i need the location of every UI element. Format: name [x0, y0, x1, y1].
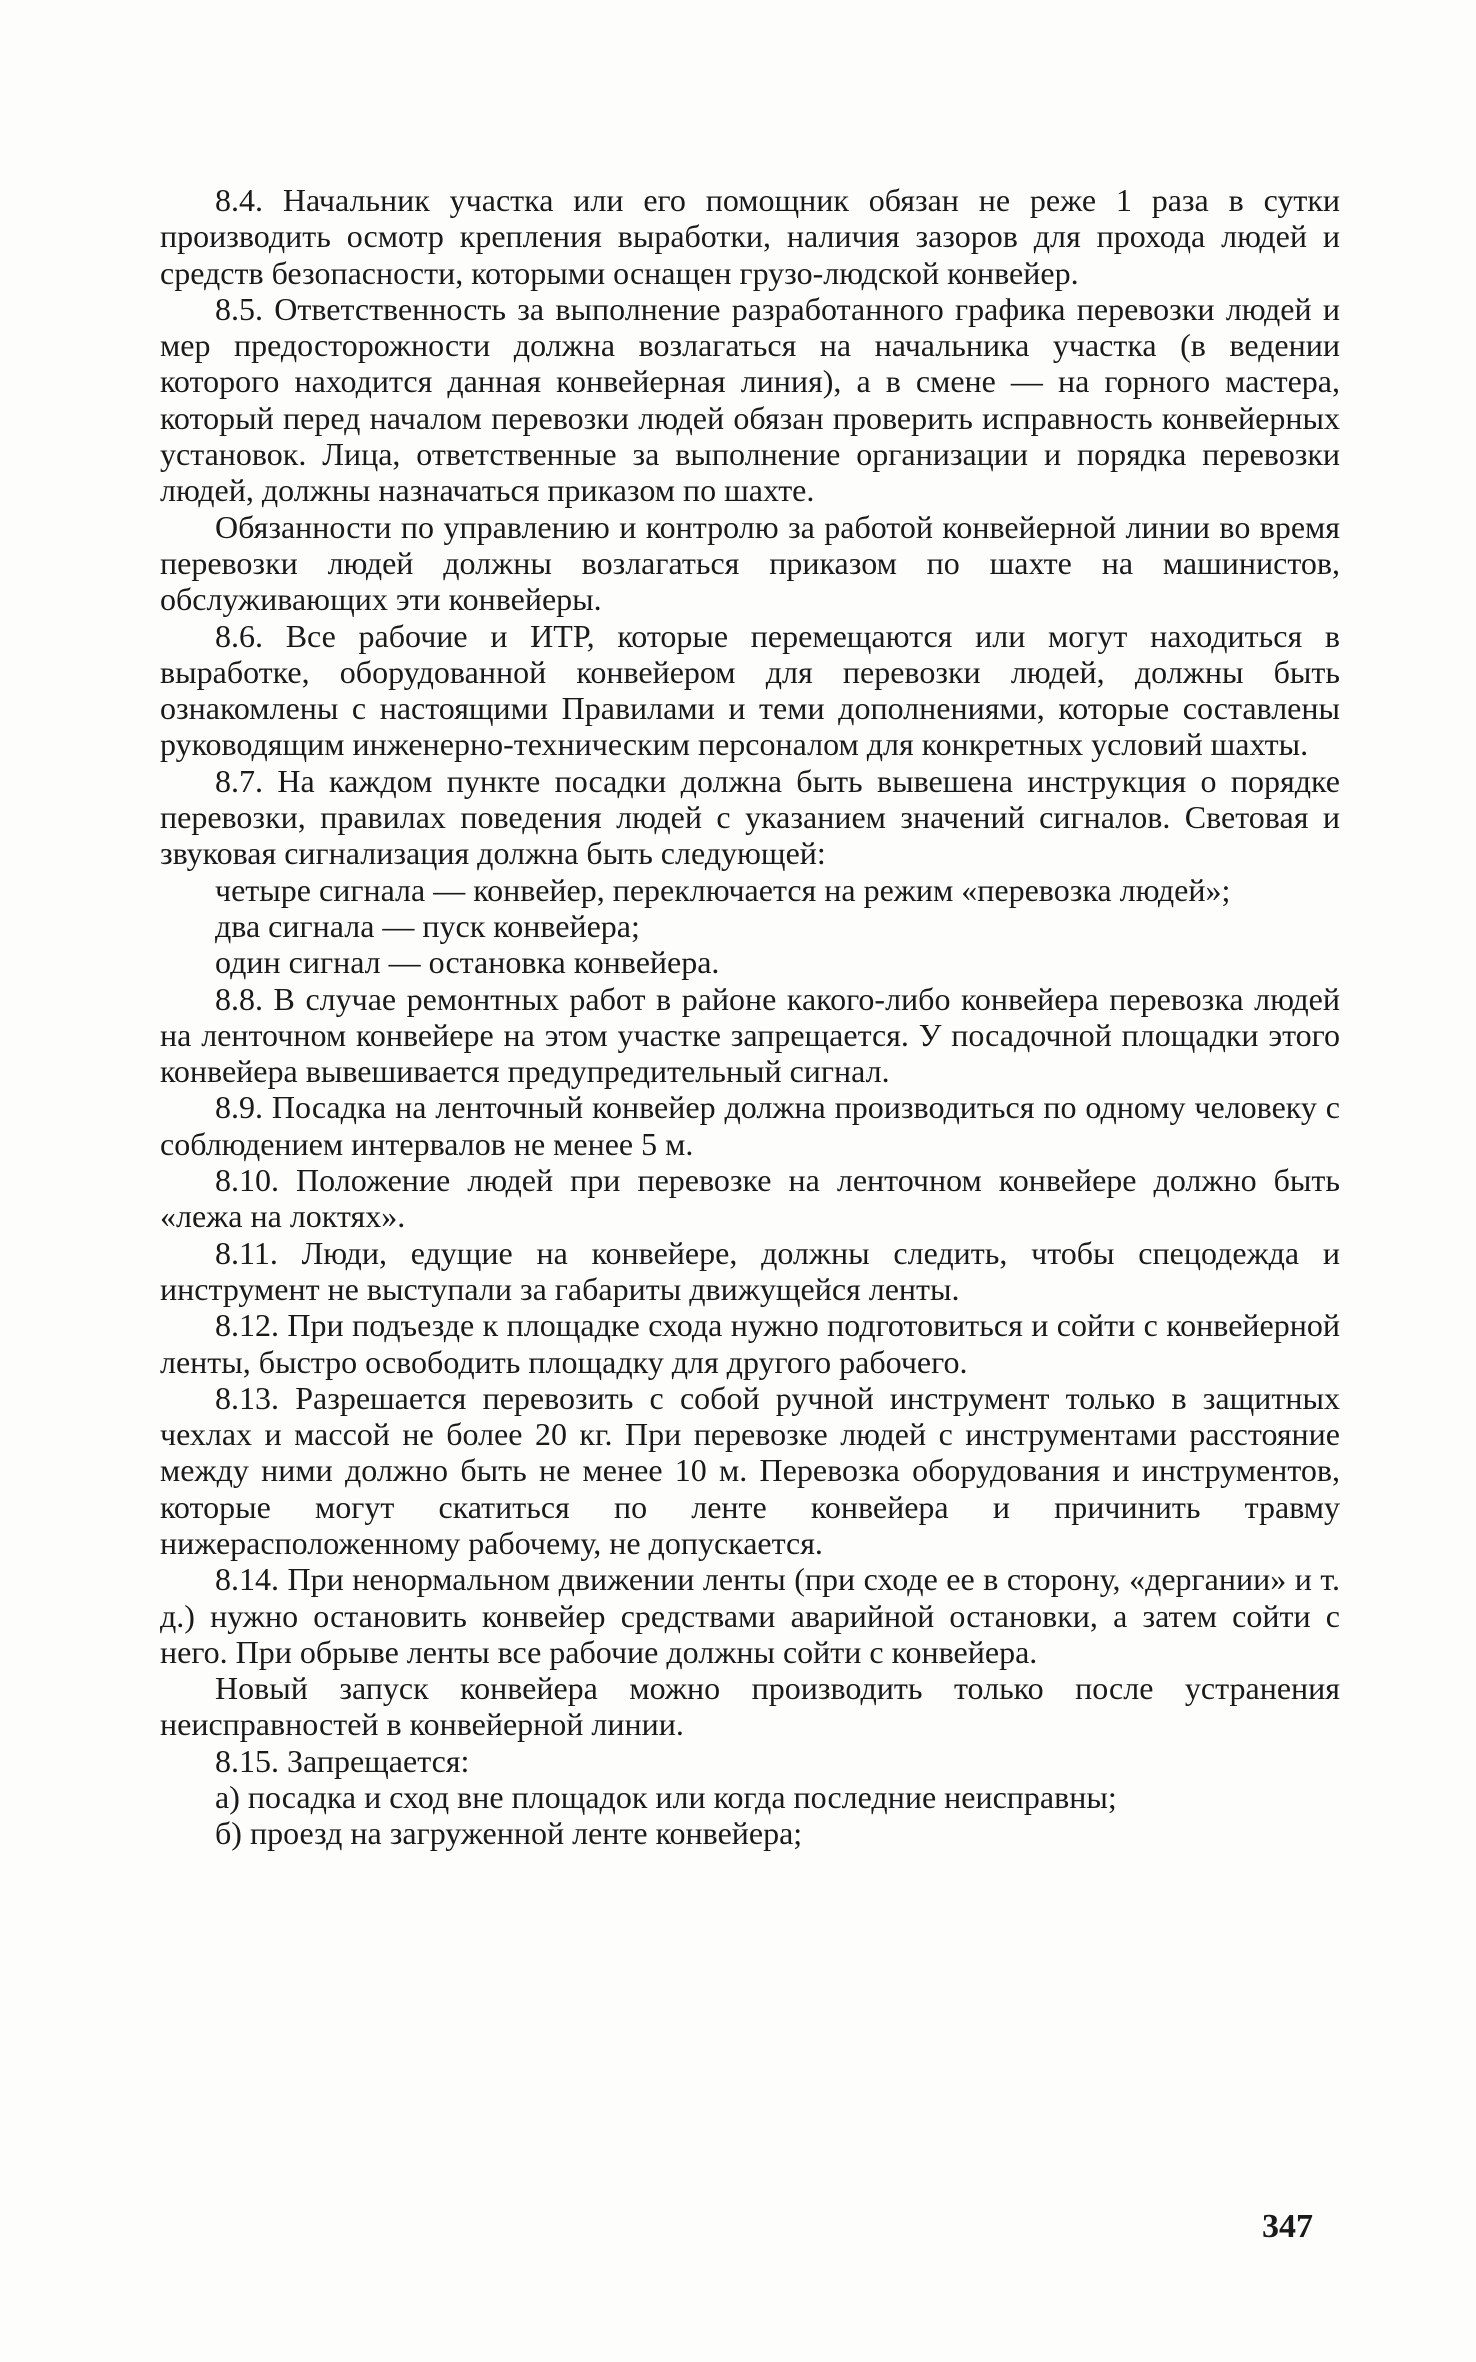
paragraph-8-11: 8.11. Люди, едущие на конвейере, должны следить, чтобы спецодежда и инструмент не выступали за габариты движущейся ленты.	[160, 1234, 1340, 1307]
paragraph-8-12: 8.12. При подъезде к площадке схода нужно подготовиться и сойти с конвейерной ленты, быстро освободить площадку для другого рабочего.	[160, 1307, 1340, 1380]
paragraph-8-8: 8.8. В случае ремонтных работ в районе какого-либо конвейера перевозка людей на ленточном конвейере на этом участке запрещается. У посадочной площадки этого конвейера вывешивается предупредительный сигнал.	[160, 980, 1340, 1090]
list-item-a: а) посадка и сход вне площадок или когда последние неисправны;	[215, 1779, 1117, 1816]
signal-four: четыре сигнала — конвейер, переключается на режим «перевозка людей»;	[215, 871, 1231, 908]
signal-two: два сигнала — пуск конвейера;	[215, 907, 640, 944]
paragraph-8-5: 8.5. Ответственность за выполнение разработанного графика перевозки людей и мер предосторожности должна возлагаться на начальника участка (в ведении которого находится данная конвейерная линия), а в смене — на горного мастера, который перед началом перевозки людей обязан проверить исправность конвейерных установок. Лица, ответственные за выполнение организации и порядка перевозки людей, должны назначаться приказом по шахте.	[160, 290, 1340, 509]
paragraph-8-13: 8.13. Разрешается перевозить с собой ручной инструмент только в защитных чехлах и массой не более 20 кг. При перевозке людей с инструментами расстояние между ними должно быть не менее 10 м. Перевозка оборудования и инструментов, которые могут скатиться по ленте конвейера и причинить травму нижерасположенному рабочему, не допускается.	[160, 1379, 1340, 1561]
list-item-b: б) проезд на загруженной ленте конвейера;	[215, 1815, 803, 1852]
paragraph-8-5-duties: Обязанности по управлению и контролю за работой конвейерной линии во время перевозки людей должны возлагаться приказом по шахте на машинистов, обслуживающих эти конвейеры.	[160, 508, 1340, 618]
signal-one: один сигнал — остановка конвейера.	[215, 944, 720, 981]
paragraph-8-4: 8.4. Начальник участка или его помощник обязан не реже 1 раза в сутки производить осмотр крепления выработки, наличия зазоров для прохода людей и средств безопасности, которыми оснащен грузо-людской конвейер.	[160, 182, 1340, 291]
paragraph-8-6: 8.6. Все рабочие и ИТР, которые перемещаются или могут находиться в выработке, оборудованной конвейером для перевозки людей, должны быть ознакомлены с настоящими Правилами и теми дополнениями, которые составлены руководящим инженерно-техническим персоналом для конкретных условий шахты.	[160, 617, 1340, 763]
paragraph-8-7: 8.7. На каждом пункте посадки должна быть вывешена инструкция о порядке перевозки, правилах поведения людей с указанием значений сигналов. Световая и звуковая сигнализация должна быть следующей:	[160, 762, 1340, 872]
page-number: 347	[1262, 2208, 1313, 2245]
paragraph-8-15: 8.15. Запрещается:	[215, 1742, 470, 1779]
paragraph-8-14: 8.14. При ненормальном движении ленты (при сходе ее в сторону, «дергании» и т. д.) нужно остановить конвейер средствами аварийной остановки, а затем сойти с него. При обрыве ленты все рабочие должны сойти с конвейера.	[160, 1561, 1340, 1670]
paragraph-8-10: 8.10. Положение людей при перевозке на ленточном конвейере должно быть «лежа на локтях».	[160, 1162, 1340, 1235]
paragraph-8-9: 8.9. Посадка на ленточный конвейер должна производиться по одному человеку с соблюдением интервалов не менее 5 м.	[160, 1089, 1340, 1162]
paragraph-8-14-restart: Новый запуск конвейера можно производить только после устранения неисправностей в конвейерной линии.	[160, 1670, 1340, 1743]
body-text	[160, 182, 1340, 1852]
